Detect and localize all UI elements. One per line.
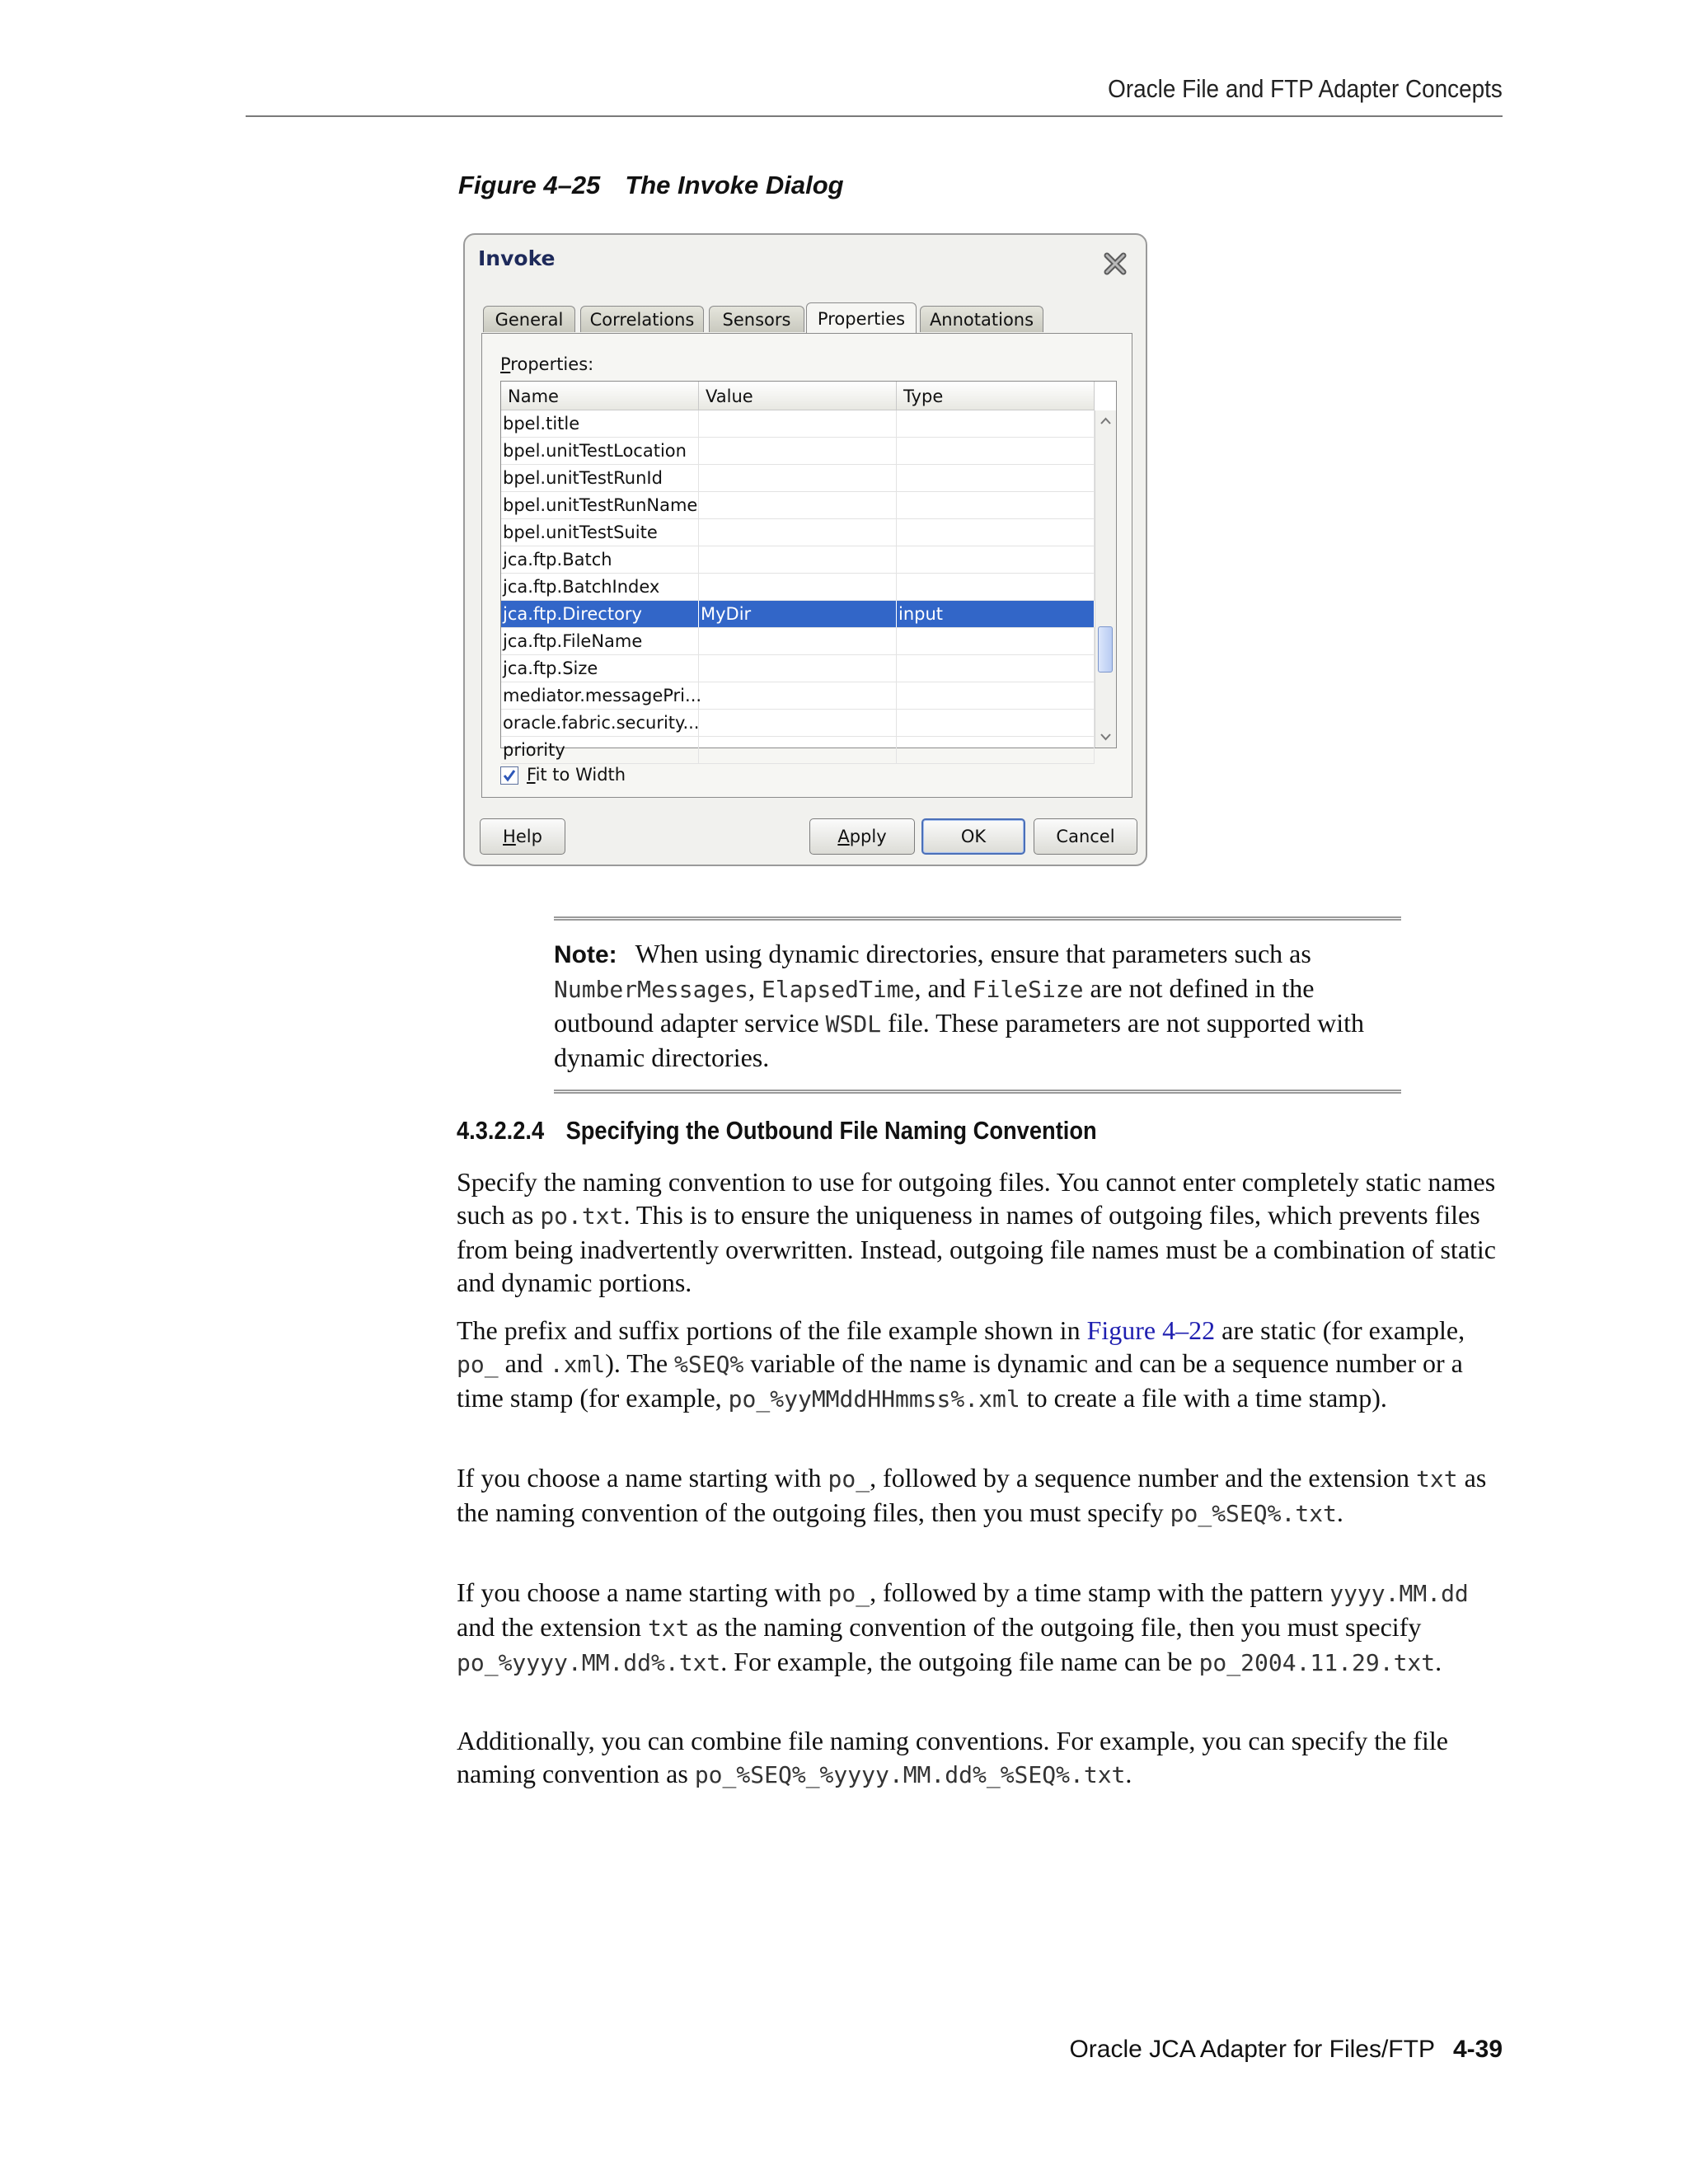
- code-span: po_%SEQ%_%yyyy.MM.dd%_%SEQ%.txt: [694, 1761, 1126, 1788]
- close-x-icon-graphic: [1101, 250, 1129, 278]
- cell-name: priority: [501, 737, 699, 763]
- column-header-type[interactable]: Type: [897, 382, 1095, 410]
- running-header-title: Oracle File and FTP Adapter Concepts: [1108, 74, 1503, 103]
- text-span: .: [1435, 1647, 1442, 1676]
- cell-type: [897, 628, 1095, 654]
- tab-properties[interactable]: Properties: [806, 302, 917, 334]
- cell-type: [897, 546, 1095, 573]
- note-span: file. These parameters are not supported with dynamic directories.: [554, 1008, 1364, 1072]
- note-code: ElapsedTime: [762, 976, 915, 1003]
- cell-name: jca.ftp.Size: [501, 655, 699, 682]
- cell-value: [699, 438, 897, 464]
- code-span: po_: [828, 1580, 870, 1607]
- table-row[interactable]: [501, 519, 1095, 546]
- properties-label-mnemonic: P: [500, 354, 511, 374]
- cancel-button[interactable]: Cancel: [1034, 818, 1137, 855]
- text-span: , followed by a time stamp with the pattern: [870, 1577, 1330, 1607]
- code-span: txt: [647, 1615, 690, 1642]
- checkmark-icon: [501, 767, 518, 784]
- text-span: If you choose a name starting with: [457, 1463, 828, 1493]
- cell-value: [699, 682, 897, 709]
- cell-value: [699, 546, 897, 573]
- tab-general[interactable]: General: [483, 306, 575, 332]
- cell-value: [699, 737, 897, 763]
- section-title: Specifying the Outbound File Naming Convention: [565, 1116, 1097, 1145]
- paragraph-2: [457, 1314, 1503, 1416]
- scroll-up-arrow-icon[interactable]: [1100, 417, 1112, 425]
- page-number: 4-39: [1452, 2036, 1503, 2063]
- table-body: [501, 410, 1095, 764]
- cell-type: [897, 465, 1095, 491]
- section-heading: [457, 1116, 1097, 1146]
- code-span: po_: [828, 1465, 870, 1493]
- help-mnemonic: H: [503, 827, 516, 846]
- close-x-icon[interactable]: [1101, 250, 1129, 278]
- fit-to-width-checkbox[interactable]: [500, 766, 518, 785]
- cell-name: bpel.unitTestRunName: [501, 492, 699, 518]
- cell-value: [699, 519, 897, 546]
- code-span: po_%SEQ%.txt: [1170, 1500, 1337, 1527]
- text-span: and: [498, 1348, 550, 1378]
- note-span: ,: [748, 973, 762, 1003]
- text-span: to create a file with a time stamp).: [1020, 1383, 1387, 1413]
- properties-table: [500, 381, 1117, 760]
- table-row[interactable]: [501, 737, 1095, 764]
- dialog-title: Invoke: [478, 246, 556, 270]
- code-span: po_%yyMMddHHmmss%.xml: [728, 1385, 1020, 1413]
- table-row[interactable]: [501, 546, 1095, 574]
- paragraph-4: [457, 1576, 1503, 1680]
- ok-button[interactable]: OK: [921, 818, 1025, 855]
- cell-name: jca.ftp.Directory: [501, 601, 699, 627]
- cell-name: mediator.messagePri...: [501, 682, 699, 709]
- text-span: , followed by a sequence number and the extension: [870, 1463, 1417, 1493]
- properties-label-text: roperties:: [510, 354, 594, 374]
- fit-to-width-text: it to Width: [535, 765, 626, 785]
- table-row[interactable]: [501, 628, 1095, 655]
- code-span: po_2004.11.29.txt: [1198, 1649, 1436, 1676]
- cell-value: [699, 628, 897, 654]
- section-number: 4.3.2.2.4: [457, 1116, 545, 1145]
- text-span: If you choose a name starting with: [457, 1577, 828, 1607]
- table-row[interactable]: [501, 465, 1095, 492]
- text-span: as the naming convention of the outgoing files, then you must specify: [457, 1463, 1487, 1527]
- cell-value: [699, 410, 897, 437]
- cell-value: [699, 710, 897, 736]
- text-span: ). The: [605, 1348, 675, 1378]
- code-span: .xml: [549, 1351, 606, 1378]
- cell-name: jca.ftp.BatchIndex: [501, 574, 699, 600]
- code-span: txt: [1416, 1465, 1458, 1493]
- cell-name: jca.ftp.Batch: [501, 546, 699, 573]
- note-text: [554, 937, 1401, 1074]
- cell-value: [699, 492, 897, 518]
- cell-value: [699, 574, 897, 600]
- table-row[interactable]: [501, 438, 1095, 465]
- text-span: .: [1336, 1497, 1343, 1527]
- tab-annotations[interactable]: Annotations: [920, 306, 1043, 332]
- footer-book-title: Oracle JCA Adapter for Files/FTP: [1069, 2036, 1435, 2063]
- table-row[interactable]: [501, 655, 1095, 682]
- code-span: po.txt: [540, 1202, 624, 1230]
- code-span: po_: [457, 1351, 499, 1378]
- fit-to-width-label: [527, 765, 626, 785]
- apply-button[interactable]: [809, 818, 915, 855]
- note-label: Note:: [554, 941, 617, 968]
- text-span: . This is to ensure the uniqueness in names of outgoing files, which prevents files from being inadvertently overwritten. Instead, outgoing file names must be a combination of static and dynamic portions.: [457, 1200, 1496, 1297]
- note-code: FileSize: [972, 976, 1084, 1003]
- apply-text: pply: [849, 827, 887, 846]
- text-span: as the naming convention of the outgoing file, then you must specify: [689, 1612, 1422, 1642]
- table-row[interactable]: [501, 410, 1095, 438]
- table-row[interactable]: [501, 601, 1095, 628]
- text-span: . For example, the outgoing file name can be: [720, 1647, 1199, 1676]
- vertical-scrollbar[interactable]: [1095, 410, 1116, 748]
- column-header-value[interactable]: Value: [699, 382, 897, 410]
- cell-type: [897, 410, 1095, 437]
- help-button[interactable]: [480, 818, 565, 855]
- note-span: , and: [914, 973, 973, 1003]
- cell-type: input: [897, 601, 1095, 627]
- code-span: po_%yyyy.MM.dd%.txt: [457, 1649, 721, 1676]
- text-span: Specify the naming convention to use for outgoing files. You cannot enter completely static names such as: [457, 1167, 1496, 1230]
- table-row[interactable]: [501, 682, 1095, 710]
- note-box: [554, 916, 1401, 1094]
- cell-name: bpel.unitTestSuite: [501, 519, 699, 546]
- scroll-down-arrow-icon[interactable]: [1100, 733, 1112, 741]
- text-span: and the extension: [457, 1612, 648, 1642]
- figure-title: The Invoke Dialog: [625, 171, 844, 199]
- cell-type: [897, 737, 1095, 763]
- note-code: WSDL: [825, 1010, 882, 1038]
- cell-name: bpel.title: [501, 410, 699, 437]
- cell-name: bpel.unitTestLocation: [501, 438, 699, 464]
- cell-type: [897, 492, 1095, 518]
- cell-type: [897, 574, 1095, 600]
- cell-value: [699, 465, 897, 491]
- note-code: NumberMessages: [554, 976, 749, 1003]
- apply-mnemonic: A: [837, 827, 850, 846]
- cell-type: [897, 710, 1095, 736]
- scrollbar-thumb[interactable]: [1098, 626, 1113, 673]
- cell-name: bpel.unitTestRunId: [501, 465, 699, 491]
- properties-label: [500, 354, 593, 374]
- text-span: variable of the name is dynamic and can be a sequence number or a time stamp (for example,: [457, 1348, 1463, 1413]
- cell-type: [897, 682, 1095, 709]
- table-row[interactable]: [501, 710, 1095, 737]
- code-span: %SEQ%: [674, 1351, 744, 1378]
- table-row[interactable]: [501, 492, 1095, 519]
- tab-correlations[interactable]: Correlations: [580, 306, 704, 332]
- paragraph-5: [457, 1724, 1503, 1792]
- text-span: .: [1125, 1759, 1132, 1788]
- fit-to-width-mnemonic: F: [527, 765, 536, 785]
- cell-type: [897, 519, 1095, 546]
- cell-name: jca.ftp.FileName: [501, 628, 699, 654]
- cell-name: oracle.fabric.security...: [501, 710, 699, 736]
- properties-panel: [481, 333, 1132, 798]
- table-row[interactable]: [501, 574, 1095, 601]
- column-header-name[interactable]: Name: [501, 382, 699, 410]
- running-header: [246, 73, 1503, 117]
- text-span: are static (for example,: [1215, 1315, 1465, 1345]
- cell-type: [897, 438, 1095, 464]
- invoke-dialog: [463, 233, 1147, 866]
- note-span: are not defined in the outbound adapter service: [554, 973, 1315, 1038]
- table-header: [501, 382, 1095, 410]
- note-span: When using dynamic directories, ensure that parameters such as: [635, 939, 1311, 968]
- cell-type: [897, 655, 1095, 682]
- running-footer: [1069, 2036, 1503, 2064]
- figure-caption: [458, 171, 844, 200]
- figure-number: Figure 4–25: [458, 171, 601, 199]
- tab-sensors[interactable]: Sensors: [709, 306, 804, 332]
- text-span: Additionally, you can combine file naming conventions. For example, you can specify the file naming convention as: [457, 1726, 1448, 1788]
- paragraph-1: [457, 1165, 1503, 1299]
- cell-value: MyDir: [699, 601, 897, 627]
- paragraph-3: [457, 1461, 1503, 1530]
- cell-value: [699, 655, 897, 682]
- code-span: yyyy.MM.dd: [1329, 1580, 1469, 1607]
- text-span: The prefix and suffix portions of the file example shown in: [457, 1315, 1087, 1345]
- figure-link[interactable]: Figure 4–22: [1086, 1315, 1216, 1345]
- help-text: elp: [515, 827, 542, 846]
